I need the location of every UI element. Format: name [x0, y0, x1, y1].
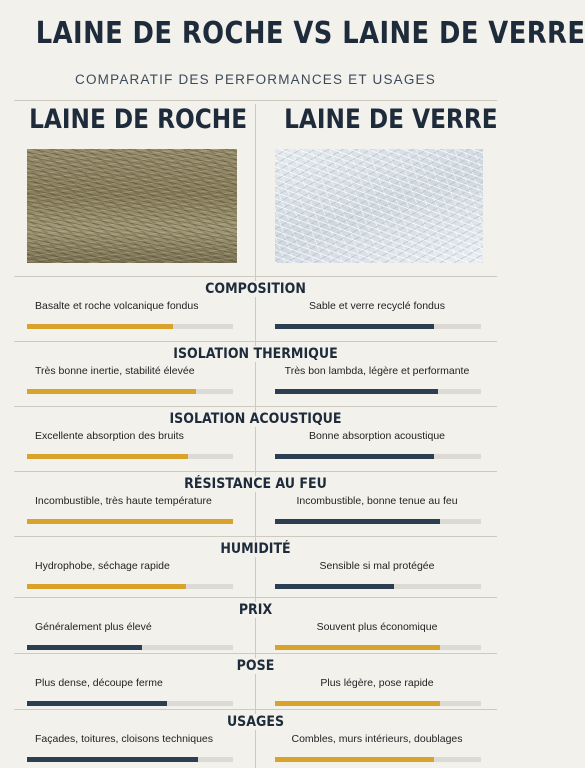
section-title-text: RÉSISTANCE AU FEU: [179, 476, 333, 492]
description-right: Bonne absorption acoustique: [308, 430, 446, 442]
rating-bar-fill: [27, 454, 188, 459]
description-right: Combles, murs intérieurs, doublages: [291, 733, 463, 745]
rating-bar-right: [275, 584, 481, 589]
rating-bar-left: [27, 701, 233, 706]
section-divider: [14, 341, 497, 342]
rating-bar-left: [27, 519, 233, 524]
section-divider: [14, 276, 497, 277]
rating-bar-fill: [27, 324, 173, 329]
rating-bar-fill: [27, 389, 196, 394]
description-left: Très bonne inertie, stabilité élevée: [35, 365, 195, 377]
section-title: [26, 541, 486, 557]
header-divider: [14, 100, 497, 101]
section-title-text: ISOLATION THERMIQUE: [168, 346, 343, 362]
rating-bar-fill: [275, 645, 440, 650]
description-left: Excellente absorption des bruits: [35, 430, 184, 442]
description-left: Incombustible, très haute température: [35, 495, 212, 507]
rating-bar-left: [27, 389, 233, 394]
rating-bar-right: [275, 454, 481, 459]
section-divider: [14, 653, 497, 654]
section-title: [26, 714, 486, 730]
section-title: [26, 476, 486, 492]
rating-bar-fill: [275, 454, 434, 459]
rating-bar-fill: [275, 701, 440, 706]
rating-bar-fill: [275, 757, 434, 762]
glass-wool-photo: [275, 149, 483, 263]
description-right: Plus légère, pose rapide: [320, 677, 434, 689]
section-title: [26, 346, 486, 362]
rating-bar-left: [27, 757, 233, 762]
column-title-rock-wool: LAINE DE ROCHE: [29, 104, 248, 135]
description-left: Façades, toitures, cloisons techniques: [35, 733, 214, 745]
rating-bar-left: [27, 645, 233, 650]
rating-bar-right: [275, 701, 481, 706]
description-right: Sable et verre recyclé fondus: [309, 300, 445, 312]
rating-bar-fill: [27, 757, 198, 762]
rating-bar-right: [275, 519, 481, 524]
section-title-text: POSE: [231, 658, 279, 674]
description-left: Généralement plus élevé: [35, 621, 152, 633]
rating-bar-left: [27, 584, 233, 589]
description-right: Incombustible, bonne tenue au feu: [296, 495, 458, 507]
rating-bar-right: [275, 645, 481, 650]
section-divider: [14, 471, 497, 472]
rating-bar-fill: [27, 645, 142, 650]
rock-wool-photo: [27, 149, 237, 263]
rating-bar-left: [27, 324, 233, 329]
page-title: LAINE DE ROCHE VS LAINE DE VERRE: [35, 16, 585, 51]
rating-bar-left: [27, 454, 233, 459]
section-title: [26, 281, 486, 297]
section-divider: [14, 709, 497, 710]
section-title: [26, 411, 486, 427]
section-divider: [14, 597, 497, 598]
section-title: [26, 658, 486, 674]
description-left: Basalte et roche volcanique fondus: [35, 300, 199, 312]
description-right: Sensible si mal protégée: [319, 560, 435, 572]
section-title: [26, 602, 486, 618]
rating-bar-fill: [27, 701, 167, 706]
section-title-text: USAGES: [222, 714, 290, 730]
page-subtitle: COMPARATIF DES PERFORMANCES ET USAGES: [75, 72, 436, 87]
section-title-text: COMPOSITION: [200, 281, 312, 297]
rating-bar-fill: [275, 584, 394, 589]
rating-bar-fill: [27, 584, 186, 589]
rating-bar-right: [275, 757, 481, 762]
rating-bar-right: [275, 389, 481, 394]
section-divider: [14, 406, 497, 407]
section-title-text: ISOLATION ACOUSTIQUE: [164, 411, 347, 427]
description-right: Très bon lambda, légère et performante: [284, 365, 470, 377]
column-title-glass-wool: LAINE DE VERRE: [284, 104, 498, 135]
rating-bar-fill: [275, 519, 440, 524]
rating-bar-fill: [27, 519, 233, 524]
section-divider: [14, 536, 497, 537]
description-left: Hydrophobe, séchage rapide: [35, 560, 170, 572]
section-title-text: PRIX: [233, 602, 277, 618]
description-right: Souvent plus économique: [316, 621, 438, 633]
rating-bar-right: [275, 324, 481, 329]
rating-bar-fill: [275, 389, 438, 394]
rating-bar-fill: [275, 324, 434, 329]
section-title-text: HUMIDITÉ: [215, 541, 296, 557]
description-left: Plus dense, découpe ferme: [35, 677, 163, 689]
